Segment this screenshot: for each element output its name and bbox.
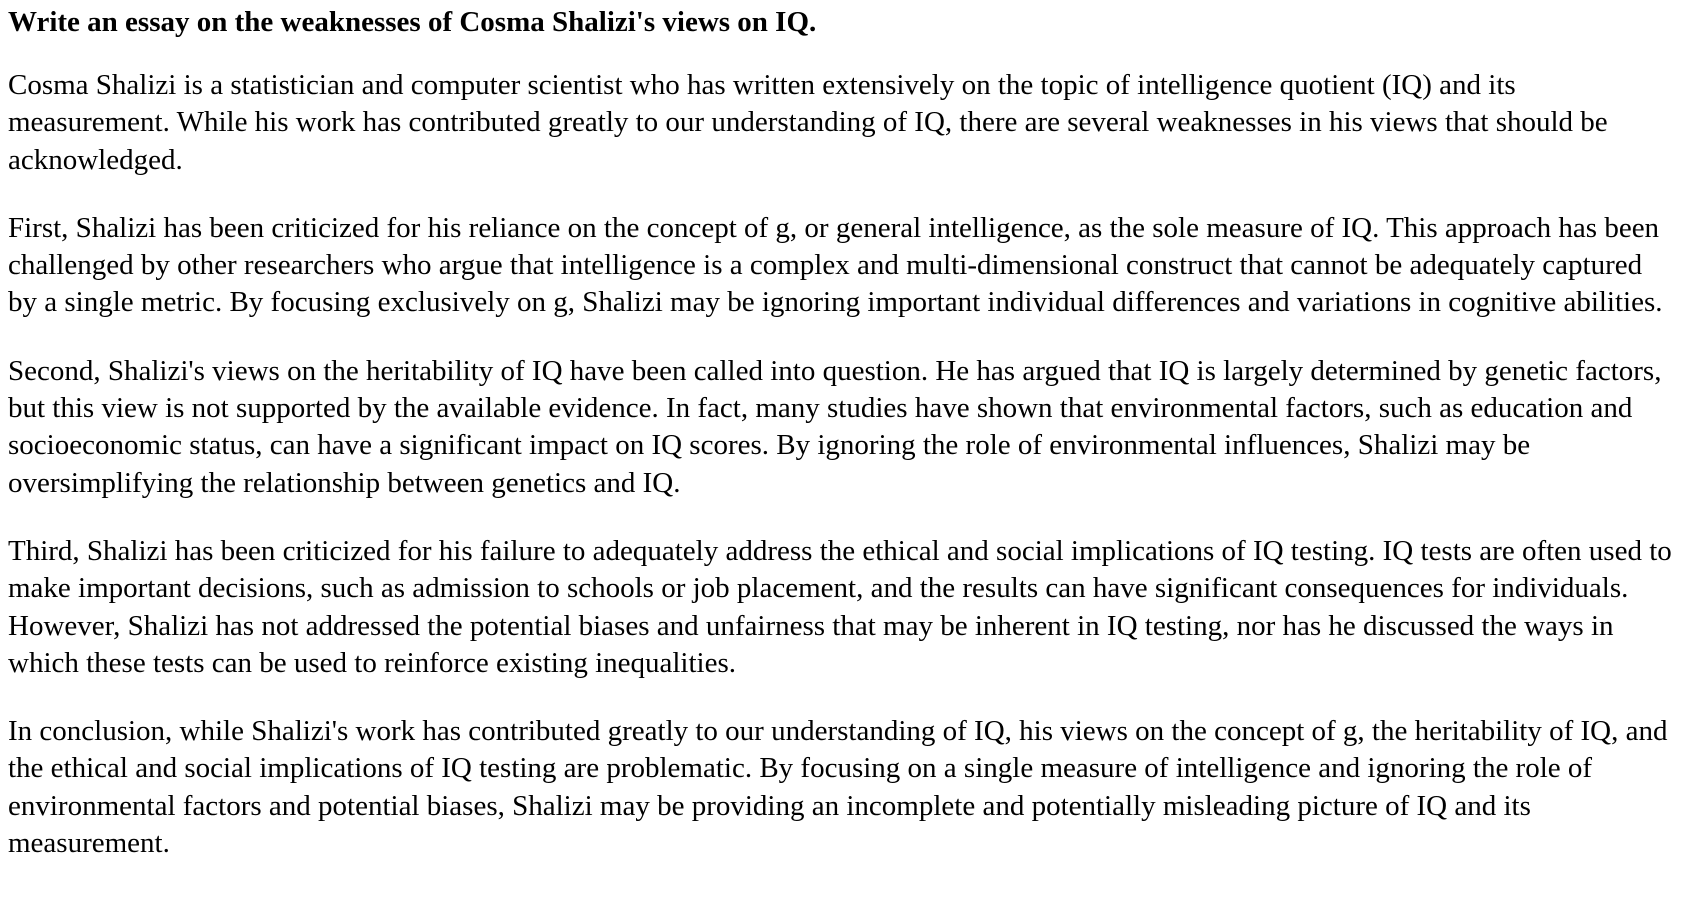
paragraph-second-point: Second, Shalizi's views on the heritability of IQ have been called into question. He has argued that IQ is largely determined by genetic factors, but this view is not supported by the available evidence. In fact, many studies have shown that environmental factors, such as education and socioeconomic status, can have a significant impact on IQ scores. By ignoring the role of environmental influences, Shalizi may be oversimplifying the relationship between genetics and IQ. xyxy=(8,354,1662,499)
essay-title: Write an essay on the weaknesses of Cosma Shalizi's views on IQ. xyxy=(8,6,817,38)
paragraph-introduction: Cosma Shalizi is a statistician and computer scientist who has written extensively on the topic of intelligence quotient (IQ) and its measurement. While his work has contributed greatly to our understanding of IQ, there are several weaknesses in his views that should be acknowledged. xyxy=(8,69,1608,176)
paragraph-first-point: First, Shalizi has been criticized for his reliance on the concept of g, or general intelligence, as the sole measure of IQ. This approach has been challenged by other researchers who argue that intelligence is a complex and multi-dimensional construct that cannot be adequately captured by a single metric. By focusing exclusively on g, Shalizi may be ignoring important individual differences and variations in cognitive abilities. xyxy=(8,211,1663,319)
paragraph-conclusion: In conclusion, while Shalizi's work has contributed greatly to our understanding of IQ, his views on the concept of g, the heritability of IQ, and the ethical and social implications of IQ testing are problematic. By focusing on a single measure of intelligence and ignoring the role of environmental factors and potential biases, Shalizi may be providing an incomplete and potentially misleading picture of IQ and its measurement. xyxy=(8,715,1668,860)
paragraph-third-point: Third, Shalizi has been criticized for his failure to adequately address the ethical and social implications of IQ testing. IQ tests are often used to make important decisions, such as admission to schools or job placement, and the results can have significant consequences for individuals. However, Shalizi has not addressed the potential biases and unfairness that may be inherent in IQ testing, nor has he discussed the ways in which these tests can be used to reinforce existing inequalities. xyxy=(8,534,1672,679)
